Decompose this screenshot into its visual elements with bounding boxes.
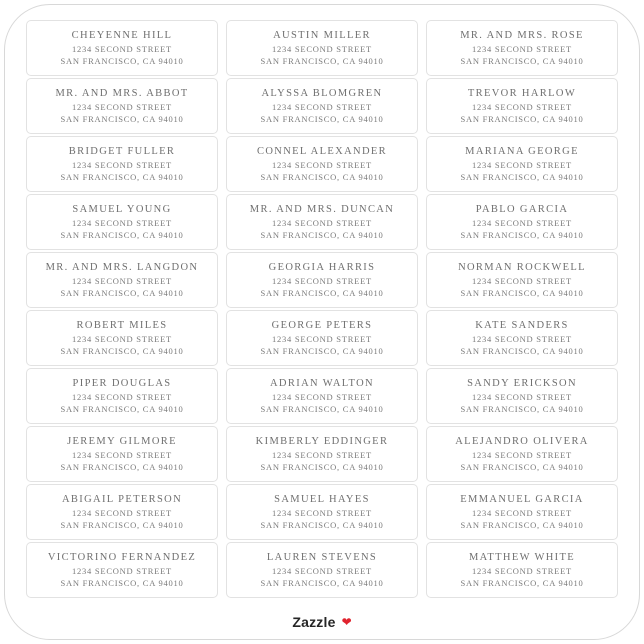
label-recipient-name: MR. AND MRS. ABBOT [55, 88, 189, 99]
label-recipient-name: PIPER DOUGLAS [72, 378, 172, 389]
address-label[interactable] [226, 20, 418, 76]
label-recipient-name: KIMBERLY EDDINGER [255, 436, 389, 447]
label-recipient-name: VICTORINO FERNANDEZ [47, 552, 197, 563]
label-street-line: 1234 SECOND STREET [272, 508, 372, 518]
label-city-state-zip: SAN FRANCISCO, CA 94010 [460, 288, 584, 298]
label-city-state-zip: SAN FRANCISCO, CA 94010 [260, 230, 384, 240]
label-city-state-zip: SAN FRANCISCO, CA 94010 [260, 346, 384, 356]
address-label[interactable] [226, 252, 418, 308]
zazzle-brand-label: Zazzle [292, 614, 336, 630]
address-label[interactable] [226, 484, 418, 540]
label-street-line: 1234 SECOND STREET [472, 392, 572, 402]
label-street-line: 1234 SECOND STREET [272, 102, 372, 112]
label-recipient-name: BRIDGET FULLER [68, 146, 176, 157]
label-street-line: 1234 SECOND STREET [472, 218, 572, 228]
label-city-state-zip: SAN FRANCISCO, CA 94010 [260, 462, 384, 472]
label-recipient-name: SAMUEL YOUNG [72, 204, 172, 215]
address-labels-grid [26, 20, 618, 600]
label-city-state-zip: SAN FRANCISCO, CA 94010 [260, 404, 384, 414]
address-label[interactable] [426, 542, 618, 598]
label-street-line: 1234 SECOND STREET [72, 566, 172, 576]
address-label[interactable] [426, 20, 618, 76]
label-city-state-zip: SAN FRANCISCO, CA 94010 [60, 56, 184, 66]
label-city-state-zip: SAN FRANCISCO, CA 94010 [60, 288, 184, 298]
address-label[interactable] [26, 368, 218, 424]
label-street-line: 1234 SECOND STREET [72, 276, 172, 286]
label-city-state-zip: SAN FRANCISCO, CA 94010 [60, 462, 184, 472]
address-label[interactable] [426, 252, 618, 308]
label-city-state-zip: SAN FRANCISCO, CA 94010 [260, 114, 384, 124]
address-label[interactable] [26, 542, 218, 598]
address-label[interactable] [226, 194, 418, 250]
label-recipient-name: NORMAN ROCKWELL [458, 262, 586, 273]
address-label[interactable] [226, 368, 418, 424]
label-street-line: 1234 SECOND STREET [272, 334, 372, 344]
address-label[interactable] [226, 542, 418, 598]
address-label[interactable] [426, 194, 618, 250]
label-city-state-zip: SAN FRANCISCO, CA 94010 [460, 520, 584, 530]
label-street-line: 1234 SECOND STREET [472, 276, 572, 286]
address-label[interactable] [26, 484, 218, 540]
label-city-state-zip: SAN FRANCISCO, CA 94010 [460, 346, 584, 356]
address-label[interactable] [26, 310, 218, 366]
label-recipient-name: MATTHEW WHITE [468, 552, 576, 563]
label-city-state-zip: SAN FRANCISCO, CA 94010 [60, 230, 184, 240]
label-recipient-name: SANDY ERICKSON [467, 378, 577, 389]
address-label[interactable] [226, 310, 418, 366]
label-street-line: 1234 SECOND STREET [72, 334, 172, 344]
label-city-state-zip: SAN FRANCISCO, CA 94010 [460, 462, 584, 472]
address-label[interactable] [26, 194, 218, 250]
heart-icon: ❤ [341, 615, 352, 629]
label-street-line: 1234 SECOND STREET [72, 218, 172, 228]
label-city-state-zip: SAN FRANCISCO, CA 94010 [460, 230, 584, 240]
label-recipient-name: LAUREN STEVENS [266, 552, 378, 563]
address-label[interactable] [26, 136, 218, 192]
label-city-state-zip: SAN FRANCISCO, CA 94010 [60, 172, 184, 182]
address-label[interactable] [426, 426, 618, 482]
label-street-line: 1234 SECOND STREET [272, 44, 372, 54]
label-street-line: 1234 SECOND STREET [472, 160, 572, 170]
address-label[interactable] [426, 78, 618, 134]
label-recipient-name: GEORGIA HARRIS [268, 262, 376, 273]
label-city-state-zip: SAN FRANCISCO, CA 94010 [60, 346, 184, 356]
label-recipient-name: ALEJANDRO OLIVERA [455, 436, 589, 447]
label-city-state-zip: SAN FRANCISCO, CA 94010 [260, 288, 384, 298]
label-recipient-name: MR. AND MRS. ROSE [460, 30, 584, 41]
label-street-line: 1234 SECOND STREET [72, 44, 172, 54]
address-label[interactable] [26, 20, 218, 76]
label-street-line: 1234 SECOND STREET [72, 450, 172, 460]
address-label[interactable] [26, 426, 218, 482]
label-city-state-zip: SAN FRANCISCO, CA 94010 [460, 578, 584, 588]
address-label[interactable] [426, 484, 618, 540]
label-recipient-name: EMMANUEL GARCIA [460, 494, 584, 505]
label-recipient-name: SAMUEL HAYES [274, 494, 370, 505]
label-street-line: 1234 SECOND STREET [472, 566, 572, 576]
label-recipient-name: MR. AND MRS. DUNCAN [249, 204, 395, 215]
label-city-state-zip: SAN FRANCISCO, CA 94010 [460, 114, 584, 124]
label-city-state-zip: SAN FRANCISCO, CA 94010 [460, 172, 584, 182]
label-city-state-zip: SAN FRANCISCO, CA 94010 [260, 172, 384, 182]
label-street-line: 1234 SECOND STREET [472, 508, 572, 518]
label-recipient-name: ALYSSA BLOMGREN [261, 88, 383, 99]
address-label[interactable] [226, 136, 418, 192]
footer-watermark [0, 614, 644, 630]
label-recipient-name: CHEYENNE HILL [71, 30, 173, 41]
label-recipient-name: CONNEL ALEXANDER [257, 146, 387, 157]
address-label[interactable] [226, 78, 418, 134]
label-recipient-name: TREVOR HARLOW [467, 88, 577, 99]
label-street-line: 1234 SECOND STREET [272, 276, 372, 286]
label-recipient-name: MR. AND MRS. LANGDON [45, 262, 199, 273]
label-recipient-name: KATE SANDERS [475, 320, 569, 331]
label-street-line: 1234 SECOND STREET [72, 508, 172, 518]
label-street-line: 1234 SECOND STREET [472, 334, 572, 344]
label-street-line: 1234 SECOND STREET [272, 566, 372, 576]
address-label[interactable] [426, 368, 618, 424]
label-recipient-name: PABLO GARCIA [475, 204, 569, 215]
label-street-line: 1234 SECOND STREET [72, 102, 172, 112]
label-city-state-zip: SAN FRANCISCO, CA 94010 [60, 578, 184, 588]
address-label[interactable] [426, 310, 618, 366]
label-street-line: 1234 SECOND STREET [272, 450, 372, 460]
label-street-line: 1234 SECOND STREET [272, 160, 372, 170]
label-recipient-name: JEREMY GILMORE [67, 436, 177, 447]
label-city-state-zip: SAN FRANCISCO, CA 94010 [260, 578, 384, 588]
label-recipient-name: ADRIAN WALTON [270, 378, 374, 389]
label-street-line: 1234 SECOND STREET [72, 160, 172, 170]
label-recipient-name: GEORGE PETERS [271, 320, 373, 331]
label-street-line: 1234 SECOND STREET [472, 102, 572, 112]
label-city-state-zip: SAN FRANCISCO, CA 94010 [460, 404, 584, 414]
address-label[interactable] [226, 426, 418, 482]
label-city-state-zip: SAN FRANCISCO, CA 94010 [60, 404, 184, 414]
label-recipient-name: ABIGAIL PETERSON [61, 494, 183, 505]
label-recipient-name: ROBERT MILES [76, 320, 168, 331]
label-street-line: 1234 SECOND STREET [72, 392, 172, 402]
label-recipient-name: AUSTIN MILLER [273, 30, 371, 41]
label-city-state-zip: SAN FRANCISCO, CA 94010 [260, 520, 384, 530]
label-street-line: 1234 SECOND STREET [272, 392, 372, 402]
address-label[interactable] [26, 78, 218, 134]
label-street-line: 1234 SECOND STREET [272, 218, 372, 228]
label-street-line: 1234 SECOND STREET [472, 44, 572, 54]
address-label[interactable] [26, 252, 218, 308]
label-city-state-zip: SAN FRANCISCO, CA 94010 [260, 56, 384, 66]
label-city-state-zip: SAN FRANCISCO, CA 94010 [60, 114, 184, 124]
address-label[interactable] [426, 136, 618, 192]
label-recipient-name: MARIANA GEORGE [465, 146, 579, 157]
label-street-line: 1234 SECOND STREET [472, 450, 572, 460]
label-city-state-zip: SAN FRANCISCO, CA 94010 [460, 56, 584, 66]
label-city-state-zip: SAN FRANCISCO, CA 94010 [60, 520, 184, 530]
